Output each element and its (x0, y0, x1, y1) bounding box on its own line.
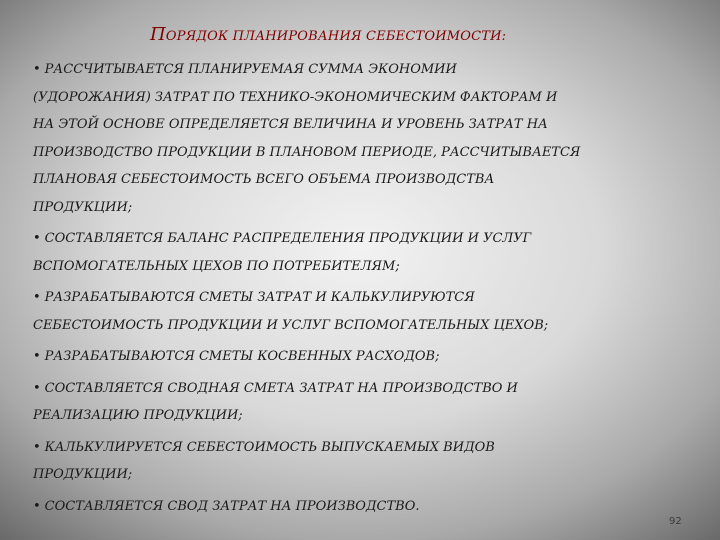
bullet-icon: • (33, 290, 41, 305)
list-item-line: • СОСТАВЛЯЕТСЯ СВОДНАЯ СМЕТА ЗАТРАТ НА ПРОИЗВОДСТВО И (33, 375, 683, 403)
list-item-line: ПРОИЗВОДСТВО ПРОДУКЦИИ В ПЛАНОВОМ ПЕРИОДЕ, РАССЧИТЫВАЕТСЯ (33, 144, 581, 160)
page-number: 92 (669, 516, 682, 527)
list-item-line: • РАССЧИТЫВАЕТСЯ ПЛАНИРУЕМАЯ СУММА ЭКОНОМИИ (33, 56, 683, 84)
slide-title-rest: ОРЯДОК ПЛАНИРОВАНИЯ СЕБЕСТОИМОСТИ: (165, 29, 507, 44)
list-item-line: СЕБЕСТОИМОСТЬ ПРОДУКЦИИ И УСЛУГ ВСПОМОГАТЕЛЬНЫХ ЦЕХОВ; (33, 317, 549, 333)
list-item (33, 284, 683, 339)
list-item-line: (УДОРОЖАНИЯ) ЗАТРАТ ПО ТЕХНИКО-ЭКОНОМИЧЕСКИМ ФАКТОРАМ И (33, 89, 558, 105)
list-item-line: ПРОДУКЦИИ; (33, 467, 133, 482)
list-item (33, 493, 683, 521)
list-item-line: ВСПОМОГАТЕЛЬНЫХ ЦЕХОВ ПО ПОТРЕБИТЕЛЯМ; (33, 258, 400, 274)
bullet-icon: • (33, 380, 41, 396)
list-item-line: ПРОДУКЦИИ; (33, 199, 133, 215)
bullet-icon: • (33, 349, 41, 364)
list-item-line: • КАЛЬКУЛИРУЕТСЯ СЕБЕСТОИМОСТЬ ВЫПУСКАЕМЫХ ВИДОВ (33, 434, 683, 462)
list-item-line: РЕАЛИЗАЦИЮ ПРОДУКЦИИ; (33, 408, 243, 423)
bullet-icon: • (33, 62, 41, 77)
list-item (33, 343, 683, 371)
list-item (33, 434, 683, 489)
list-item-line: • СОСТАВЛЯЕТСЯ БАЛАНС РАСПРЕДЕЛЕНИЯ ПРОДУКЦИИ И УСЛУГ (33, 225, 683, 253)
list-item (33, 225, 683, 280)
bullet-icon: • (33, 231, 41, 246)
bullet-icon: • (33, 498, 41, 514)
list-item-line: ПЛАНОВАЯ СЕБЕСТОИМОСТЬ ВСЕГО ОБЪЕМА ПРОИЗВОДСТВА (33, 172, 495, 187)
list-item-line: • РАЗРАБАТЫВАЮТСЯ СМЕТЫ ЗАТРАТ И КАЛЬКУЛИРУЮТСЯ (33, 284, 683, 312)
list-item-line: НА ЭТОЙ ОСНОВЕ ОПРЕДЕЛЯЕТСЯ ВЕЛИЧИНА И УРОВЕНЬ ЗАТРАТ НА (33, 117, 548, 132)
slide-title-first-letter: П (150, 24, 166, 45)
bullet-icon: • (33, 439, 41, 455)
list-item (33, 56, 683, 221)
list-item-line: • РАЗРАБАТЫВАЮТСЯ СМЕТЫ КОСВЕННЫХ РАСХОДОВ; (33, 343, 683, 371)
list-item-line: • СОСТАВЛЯЕТСЯ СВОД ЗАТРАТ НА ПРОИЗВОДСТВО. (33, 493, 683, 521)
bullet-list (33, 56, 683, 524)
list-item (33, 375, 683, 430)
slide-title (150, 25, 670, 47)
